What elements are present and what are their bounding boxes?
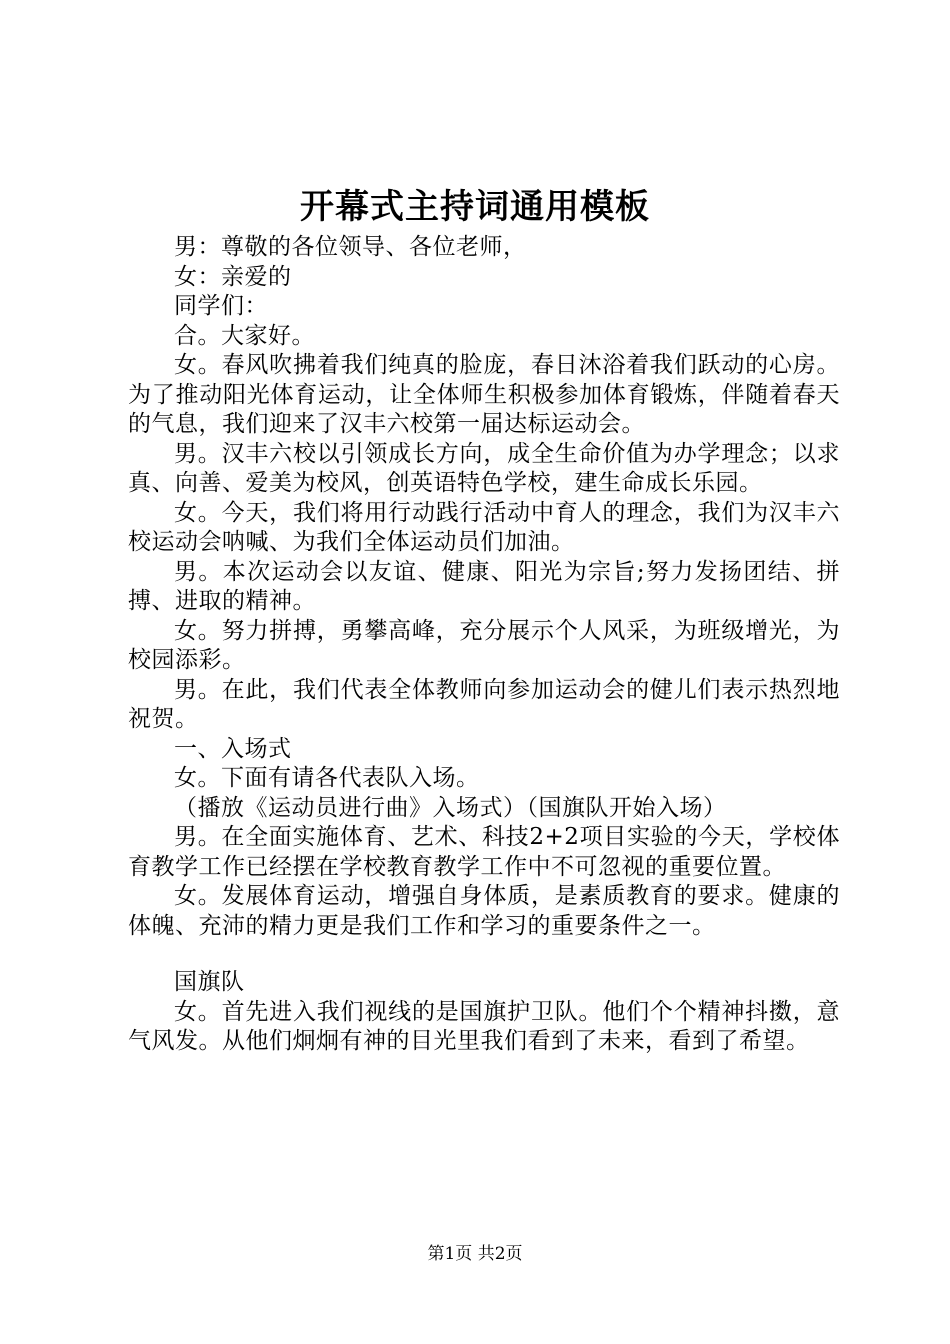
paragraph: 女：亲爱的 bbox=[174, 263, 292, 290]
section-heading: 一、入场式 bbox=[174, 735, 292, 762]
page-number-footer: 第1页 共2页 bbox=[427, 1244, 523, 1264]
paragraph: 男。在此，我们代表全体教师向参加运动会的健儿们表示热烈地祝贺。 bbox=[128, 676, 840, 732]
paragraph: 合。大家好。 bbox=[174, 322, 315, 349]
paragraph: 男。在全面实施体育、艺术、科技2+2项目实验的今天，学校体育教学工作已经摆在学校教育教学工作中不可忽视的重要位置。 bbox=[128, 824, 840, 880]
paragraph: 男。本次运动会以友谊、健康、阳光为宗旨;努力发扬团结、拼搏、进取的精神。 bbox=[128, 558, 840, 614]
paragraph: 女。发展体育运动，增强自身体质，是素质教育的要求。健康的体魄、充沛的精力更是我们工作和学习的重要条件之一。 bbox=[128, 883, 840, 939]
paragraph: 女。努力拼搏，勇攀高峰，充分展示个人风采，为班级增光，为校园添彩。 bbox=[128, 617, 840, 673]
stage-direction: （播放《运动员进行曲》入场式）（国旗队开始入场） bbox=[174, 794, 727, 821]
paragraph: 女。今天，我们将用行动践行活动中育人的理念，我们为汉丰六校运动会呐喊、为我们全体运动员们加油。 bbox=[128, 499, 840, 555]
subsection-heading: 国旗队 bbox=[174, 969, 245, 995]
paragraph: 同学们： bbox=[174, 293, 268, 319]
paragraph: 男：尊敬的各位领导、各位老师， bbox=[174, 234, 527, 260]
paragraph: 女。首先进入我们视线的是国旗护卫队。他们个个精神抖擞，意气风发。从他们炯炯有神的目光里我们看到了未来，看到了希望。 bbox=[128, 998, 840, 1054]
paragraph: 女。春风吹拂着我们纯真的脸庞，春日沐浴着我们跃动的心房。为了推动阳光体育运动，让全体师生积极参加体育锻炼，伴随着春天的气息，我们迎来了汉丰六校第一届达标运动会。 bbox=[128, 352, 840, 437]
document-title: 开幕式主持词通用模板 bbox=[300, 187, 650, 227]
paragraph: 男。汉丰六校以引领成长方向，成全生命价值为办学理念；以求真、向善、爱美为校风，创英语特色学校，建生命成长乐园。 bbox=[128, 440, 840, 496]
paragraph: 女。下面有请各代表队入场。 bbox=[174, 765, 480, 791]
document-body bbox=[128, 233, 840, 1057]
